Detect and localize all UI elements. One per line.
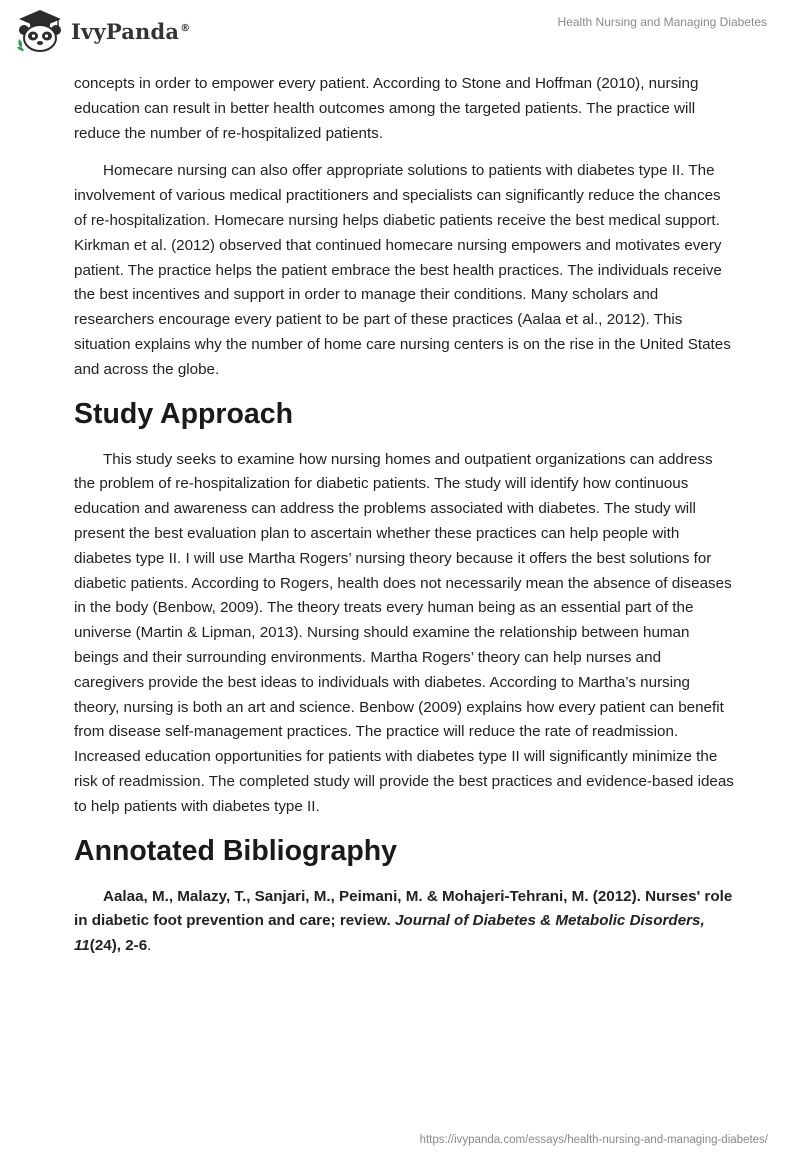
page-header	[0, 0, 800, 64]
panda-graduate-icon	[15, 8, 65, 54]
document-title: Health Nursing and Managing Diabetes	[557, 15, 767, 29]
paragraph: concepts in order to empower every patient. According to Stone and Hoffman (2010), nursing education can result in better health outcomes among the targeted patients. The practice will reduce the number of re-hospitalized patients.	[74, 75, 699, 142]
section-heading-annotated-bibliography: Annotated Bibliography	[74, 834, 397, 867]
section-heading-study-approach: Study Approach	[74, 397, 294, 430]
essay-content	[74, 72, 734, 972]
reference-authors-title: Aalaa, M., Malazy, T., Sanjari, M., Peimani, M. & Mohajeri-Tehrani, M. (2012). Nurses' role in diabetic foot prevention and care; review.	[74, 887, 733, 930]
logo-wordmark	[71, 19, 190, 44]
logo-text: IvyPanda	[71, 18, 180, 44]
bibliography-entry	[74, 885, 734, 959]
reference-issue: (24), 2-6	[89, 937, 148, 955]
paragraph: This study seeks to examine how nursing homes and outpatient organizations can address the problem of re-hospitalization for diabetic patients. The study will identify how continuous education and awareness can address the problems associated with diabetes. The study will present the best evaluation plan to ascertain whether these practices can help people with diabetes type II. I will use Martha Rogers’ nursing theory because it offers the best solutions for diabetic patients. According to Rogers, health does not necessarily mean the absence of diseases in the body (Benbow, 2009). The theory treats every human being as an essential part of the universe (Martin & Lipman, 2013). Nursing should examine the relationship between human beings and their surrounding environments. Martha Rogers’ theory can help nurses and caregivers provide the best ideas to individuals with diabetes. According to Martha’s nursing theory, nursing is both an art and science. Benbow (2009) explains how every patient can benefit from disease self-management practices. The practice will reduce the rate of readmission. Increased education opportunities for patients with diabetes type II will significantly minimize the risk of readmission. The completed study will provide the best practices and evidence-based ideas to help patients with diabetes type II.	[74, 450, 734, 815]
registered-mark: ®	[180, 22, 191, 34]
paragraph: Homecare nursing can also offer appropriate solutions to patients with diabetes type II. The involvement of various medical practitioners and specialists can significantly reduce the chances of re-hospitalization. Homecare nursing helps diabetic patients receive the best medical support. Kirkman et al. (2012) observed that continued homecare nursing empowers and motivates every patient. The practice helps the patient embrace the best health practices. The individuals receive the best incentives and support in order to manage their conditions. Many scholars and researchers encourage every patient to be part of these practices (Aalaa et al., 2012). This situation explains why the number of home care nursing centers is on the rise in the United States and across the globe.	[74, 162, 731, 378]
reference-journal: Journal of Diabetes & Metabolic Disorders, 11	[74, 912, 705, 955]
source-url[interactable]: https://ivypanda.com/essays/health-nursing-and-managing-diabetes/	[419, 1134, 768, 1146]
reference-period: .	[147, 937, 152, 955]
ivypanda-logo[interactable]	[15, 8, 190, 54]
